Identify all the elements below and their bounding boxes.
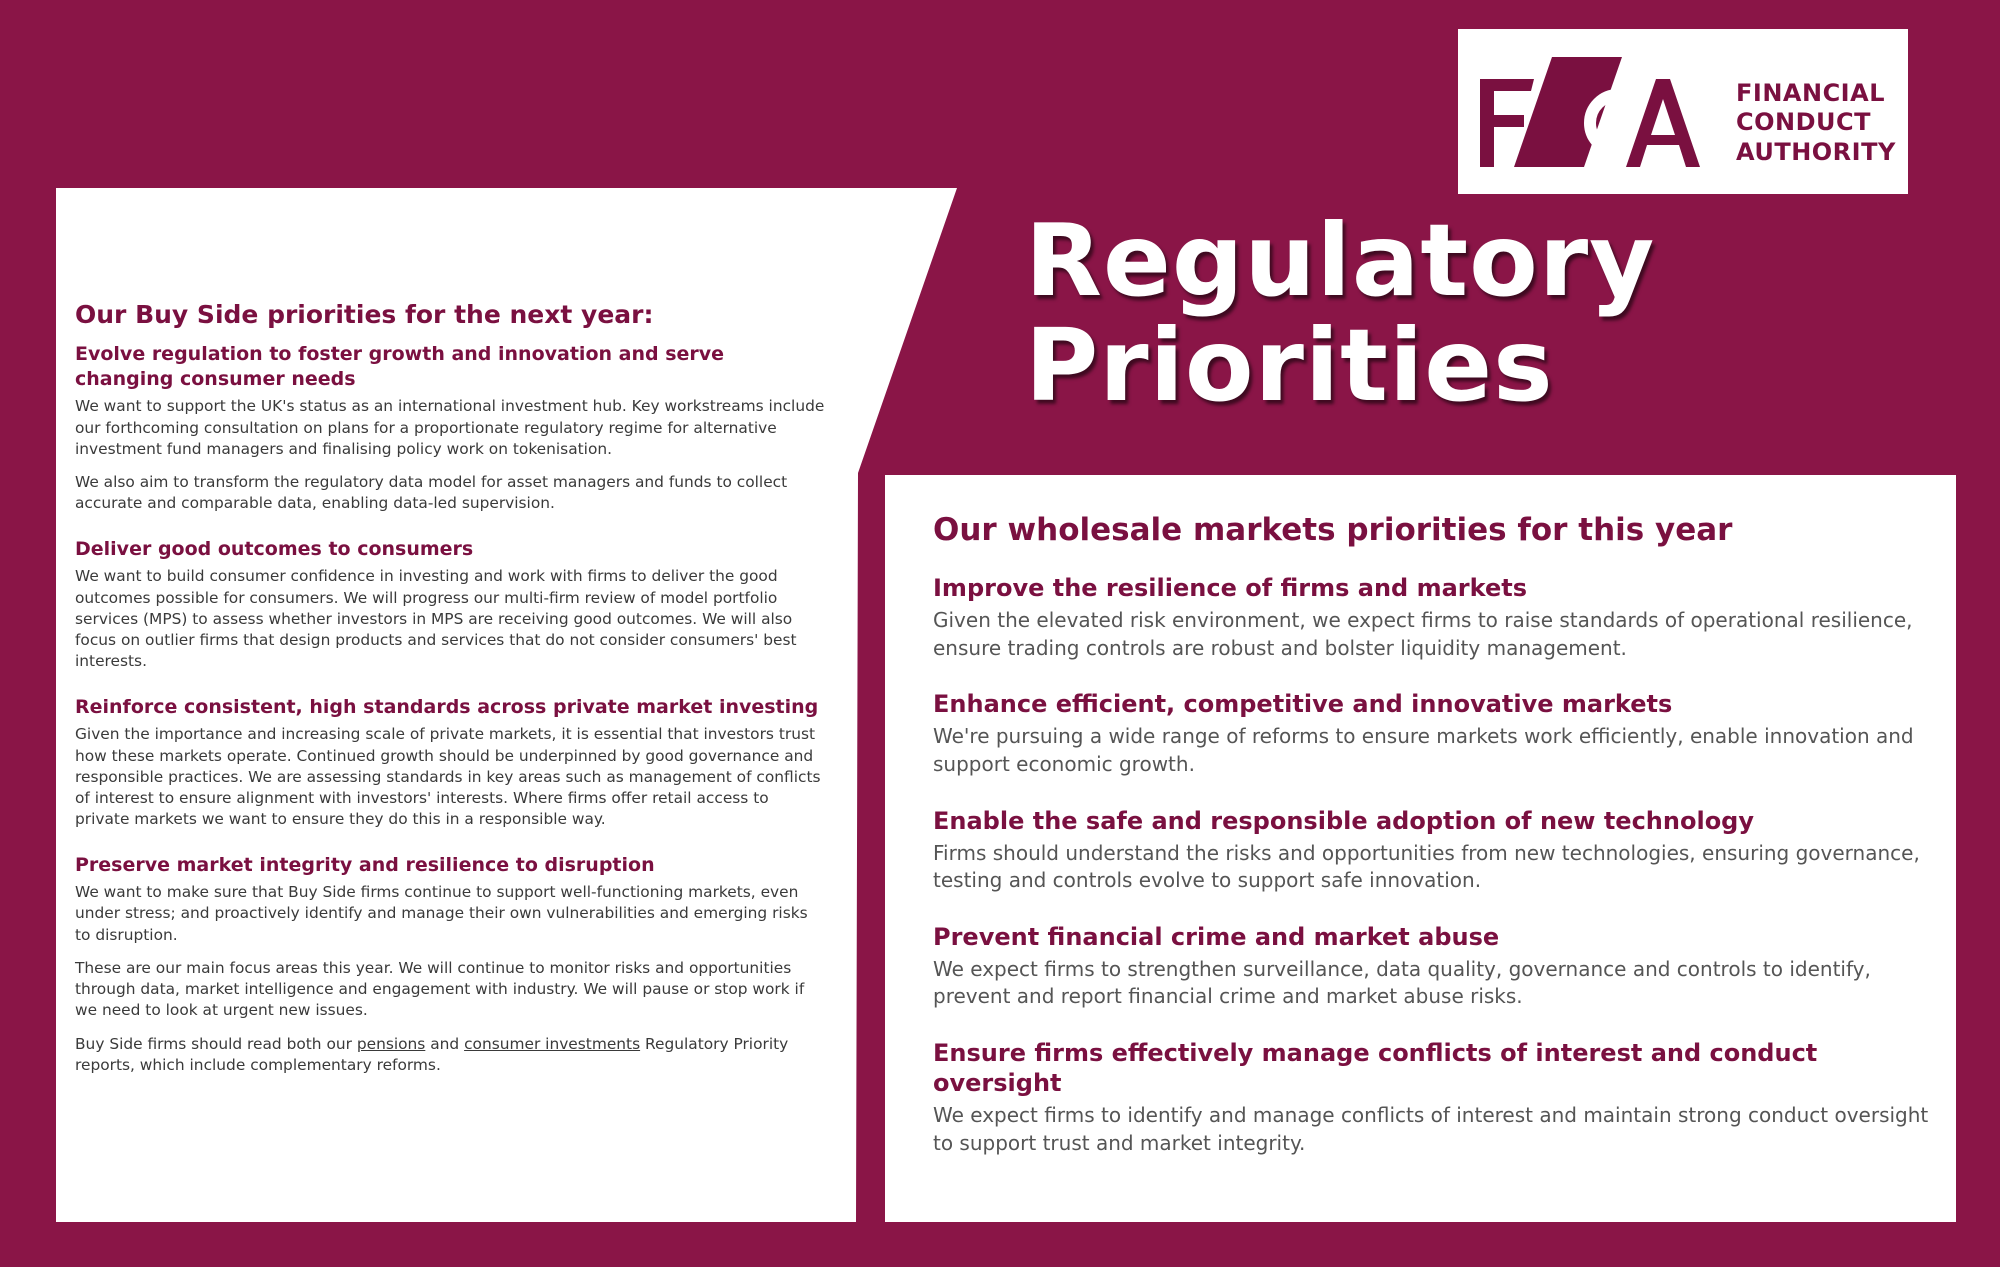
priority-text: We expect firms to strengthen surveillance, data quality, governance and controls to identify, prevent and report financial crime and market abuse risks. [933, 956, 1871, 1009]
fca-logo-wordmark [1736, 79, 1896, 167]
priority-item [933, 922, 1933, 1011]
priority-title: Ensure firms effectively manage conflicts of interest and conduct oversight [933, 1038, 1818, 1097]
buy-side-section-text: We also aim to transform the regulatory data model for asset managers and funds to collect accurate and comparable data, enabling data-led supervision. [75, 473, 788, 513]
pensions-link[interactable]: pensions [356, 1034, 426, 1053]
title-line-2: Priorities [1025, 307, 1554, 424]
priority-text: We expect firms to identify and manage conflicts of interest and maintain strong conduct oversight to support trust and market integrity. [933, 1102, 1929, 1155]
priority-item [933, 573, 1933, 662]
wholesale-heading: Our wholesale markets priorities for this year [933, 512, 1733, 548]
buy-side-section-text: We want to support the UK's status as an international investment hub. Key workstreams include our forthcoming consultation on plans for a proportionate regulatory regime for alternative investment fund managers and finalising policy work on tokenisation. [75, 397, 825, 458]
buy-side-section-title: Preserve market integrity and resilience to disruption [75, 853, 655, 876]
priority-item [933, 1038, 1933, 1157]
fca-logo-mark [1480, 57, 1720, 172]
priority-item [933, 689, 1933, 778]
buy-side-section-title: Deliver good outcomes to consumers [75, 537, 474, 560]
buy-side-section-text: We want to make sure that Buy Side firms continue to support well-functioning markets, even under stress; and proactively identify and manage their own vulnerabilities and emerging risks to disruption. [75, 883, 808, 944]
priority-text: Given the elevated risk environment, we expect firms to raise standards of operational resilience, ensure trading controls are robust and bolster liquidity management. [933, 608, 1913, 660]
priority-text: Firms should understand the risks and opportunities from new technologies, ensuring governance, testing and controls evolve to support safe innovation. [933, 840, 1920, 893]
logo-word-conduct: CONDUCT [1736, 108, 1871, 137]
priority-text: We're pursuing a wide range of reforms to ensure markets work efficiently, enable innovation and support economic growth. [933, 724, 1914, 776]
logo-word-financial: FINANCIAL [1736, 79, 1885, 107]
priority-item [933, 806, 1933, 895]
buy-side-priorities [75, 300, 825, 1088]
buy-side-section-title: Evolve regulation to foster growth and innovation and serve changing consumer needs [75, 343, 725, 390]
buy-side-section-text: We want to build consumer confidence in investing and work with firms to deliver the good outcomes possible for consumers. We will progress our multi-firm review of model portfolio services (MPS) to assess whether investors in MPS are receiving good outcomes. We will also focus on outlier firms that design products and services that do not consider consumers' best interests. [75, 567, 797, 671]
priority-title: Enhance efficient, competitive and innovative markets [933, 690, 1673, 719]
consumer-investments-link[interactable]: consumer investments [464, 1034, 641, 1053]
buy-side-heading: Our Buy Side priorities for the next year: [75, 300, 654, 329]
page-title [1025, 202, 1656, 424]
title-line-1: Regulatory [1025, 202, 1656, 319]
buy-side-section-title: Reinforce consistent, high standards across private market investing [75, 695, 819, 718]
fca-logo [1458, 29, 1908, 194]
priority-title: Improve the resilience of firms and markets [933, 574, 1527, 603]
priority-title: Prevent financial crime and market abuse [933, 922, 1500, 951]
wholesale-priorities [933, 512, 1933, 1184]
priority-title: Enable the safe and responsible adoption of new technology [933, 806, 1755, 835]
buy-side-closing-text: Buy Side firms should read both our pensions and consumer investments Regulatory Priority reports, which include complementary reforms. [75, 1034, 789, 1074]
buy-side-section-text: Given the importance and increasing scale of private markets, it is essential that investors trust how these markets operate. Continued growth should be underpinned by good governance and responsible practices. We are assessing standards in key areas such as management of conflicts of interest to ensure alignment with investors' interests. Where firms offer retail access to private markets we want to ensure they do this in a responsible way. [75, 725, 821, 829]
logo-word-authority: AUTHORITY [1736, 137, 1896, 166]
buy-side-section-text: These are our main focus areas this year. We will continue to monitor risks and opportunities through data, market intelligence and engagement with industry. We will pause or stop work if we need to look at urgent new issues. [75, 958, 805, 1020]
